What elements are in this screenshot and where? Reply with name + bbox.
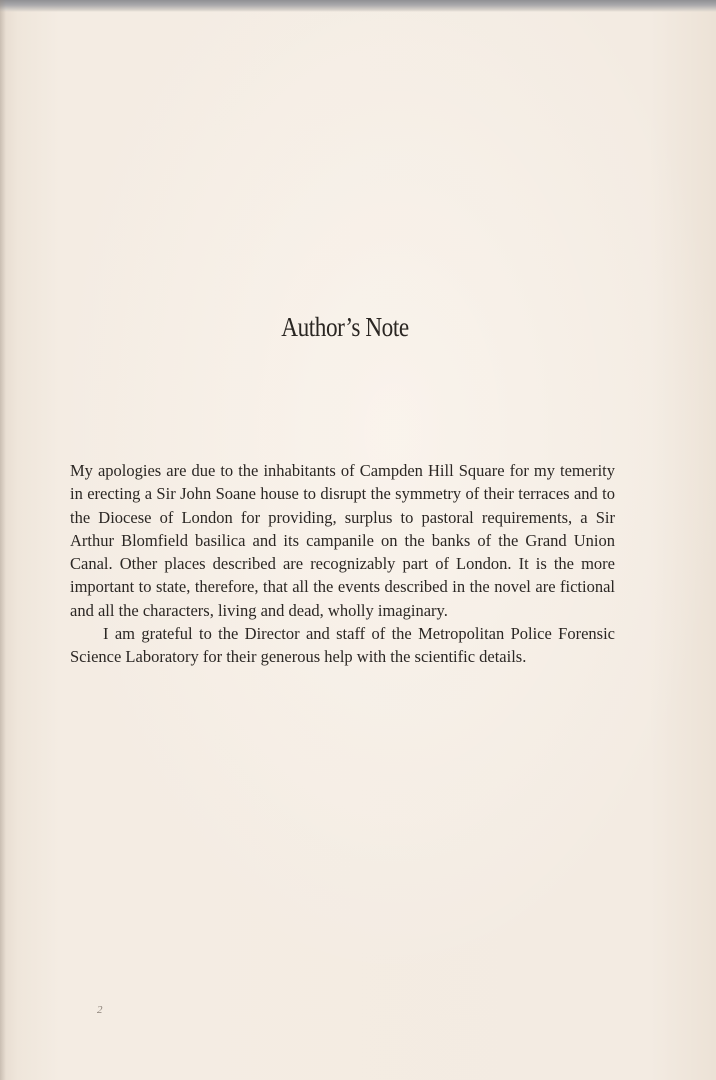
page-top-edge (0, 0, 716, 12)
page-number-mark: 2 (97, 1004, 103, 1016)
note-paragraph-2: I am grateful to the Director and staff of the Metropolitan Police Forensic Science Laboratory for their generous help with the scientific details. (70, 624, 615, 667)
page-binding-shadow (0, 0, 6, 1080)
page-title: Author’s Note (281, 312, 409, 342)
note-body (70, 459, 615, 669)
note-paragraph-1: My apologies are due to the inhabitants of Campden Hill Square for my temerity in erecting a Sir John Soane house to disrupt the symmetry of their terraces and to the Diocese of London for providing, surplus to pastoral requirements, a Sir Arthur Blomfield basilica and its campanile on the banks of the Grand Union Canal. Other places described are recognizably part of London. It is the more important to state, therefore, that all the events described in the novel are fictional and all the characters, living and dead, wholly imaginary. (70, 461, 615, 620)
